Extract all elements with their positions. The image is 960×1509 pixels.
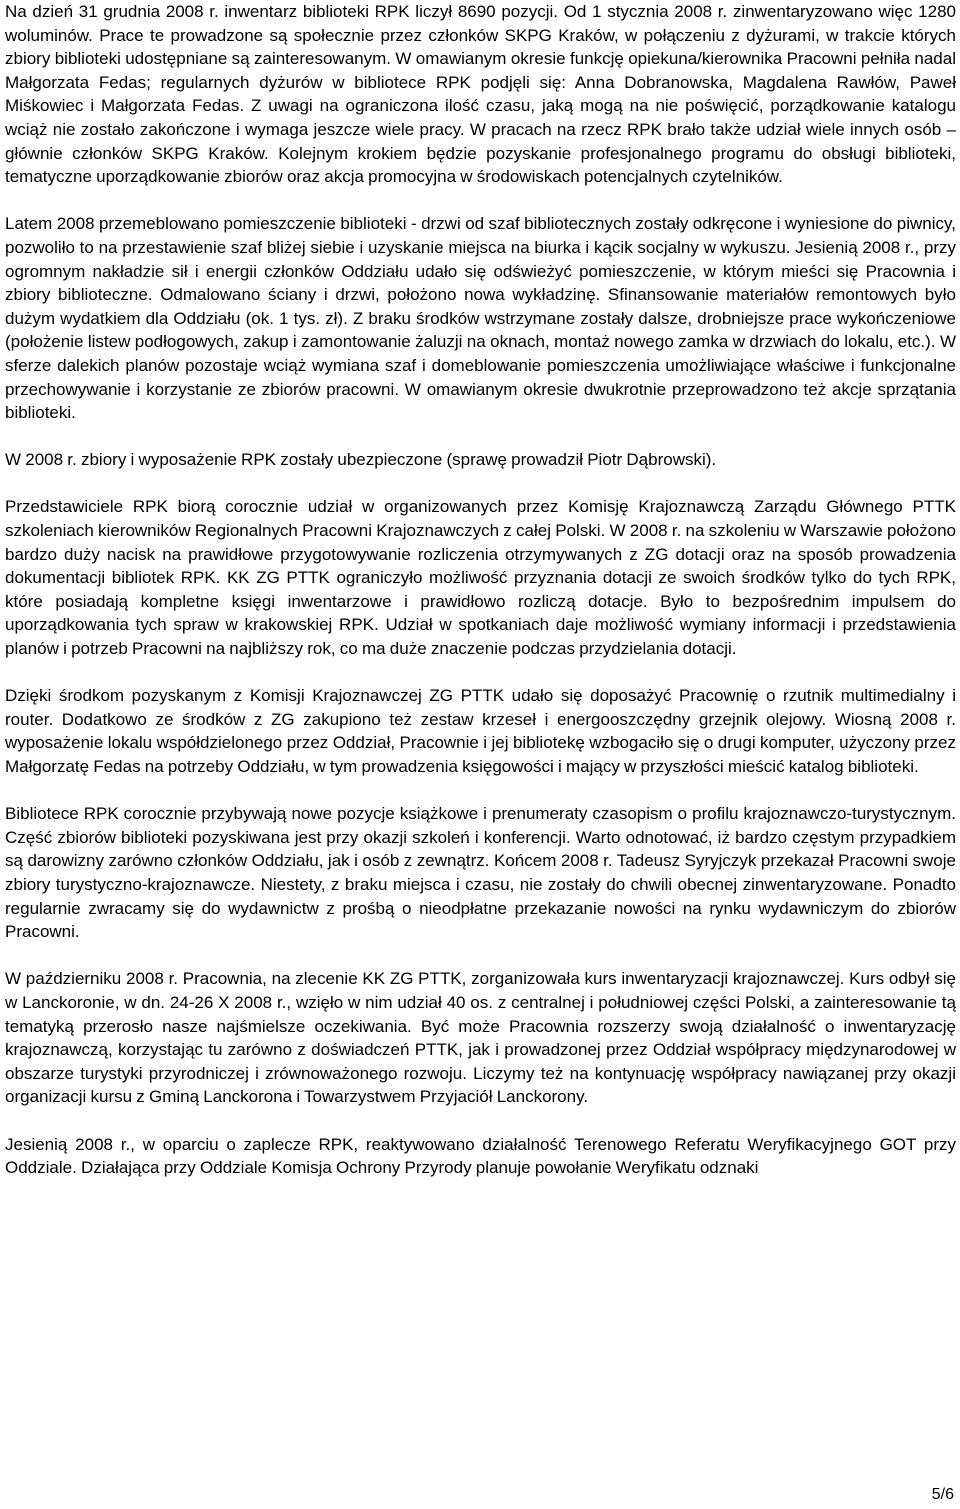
paragraph-insurance: W 2008 r. zbiory i wyposażenie RPK zostały ubezpieczone (sprawę prowadził Piotr Dąbrowski). xyxy=(5,450,717,470)
paragraph-got-verification: Jesienią 2008 r., w oparciu o zaplecze RPK, reaktywowano działalność Terenowego Referatu Weryfikacyjnego GOT przy Oddziale. Działająca przy Oddziale Komisja Ochrony Przyrody planuje powołanie Weryfikatu odznaki xyxy=(5,1134,956,1178)
page-number: 5/6 xyxy=(931,1486,954,1503)
paragraph-inventory-course: W październiku 2008 r. Pracownia, na zlecenie KK ZG PTTK, zorganizowała kurs inwentaryzacji krajoznawczej. Kurs odbył się w Lanckoronie, w dn. 24-26 X 2008 r., wzięło w nim udział 40 os. z centralnej i południowej części Polski, a zainteresowanie tą tematyką przerosło nasze najśmielsze oczekiwania. Być może Pracownia rozszerzy swoją działalność o inwentaryzację krajoznawczą, korzystając tu zarówno z doświadczeń PTTK, jak i prowadzonej przez Oddział współpracy międzynarodowej w obszarze turystyki przyrodniczej i zrównoważonego rozwoju. Liczymy też na kontynuację współpracy nawiązanej przy okazji organizacji kursu z Gminą Lanckorona i Towarzystwem Przyjaciół Lanckorony. xyxy=(5,969,956,1107)
paragraph-training: Przedstawiciele RPK biorą corocznie udział w organizowanych przez Komisję Krajoznawczą Zarządu Głównego PTTK szkoleniach kierowników Regionalnych Pracowni Krajoznawczych z całej Polski. W 2008 r. na szkoleniu w Warszawie położono bardzo duży nacisk na prawidłowe przygotowywanie rozliczenia otrzymywanych z ZG dotacji oraz na sposób prowadzenia dokumentacji bibliotek RPK. KK ZG PTTK ograniczyło możliwość przyznania dotacji ze swoich środków tylko do tych RPK, które posiadają kompletne księgi inwentarzowe i prawidłowo rozliczą dotacje. Było to bezpośrednim impulsem do uporządkowania tych spraw w krakowskiej RPK. Udział w spotkaniach daje możliwość wymiany informacji i przedstawienia planów i potrzeb Pracowni na najbliższy rok, co ma duże znaczenie podczas przydzielania dotacji. xyxy=(5,497,956,659)
paragraph-room-renovation: Latem 2008 przemeblowano pomieszczenie biblioteki - drzwi od szaf bibliotecznych zostały odkręcone i wyniesione do piwnicy, pozwoliło to na przestawienie szaf bliżej siebie i uzyskanie miejsca na biurka i kącik socjalny w wykuszu. Jesienią 2008 r., przy ogromnym nakładzie sił i energii członków Oddziału udało się odświeżyć pomieszczenie, w którym mieści się Pracownia i zbiory biblioteczne. Odmalowano ściany i drzwi, położono nowa wykładzinę. Sfinansowanie materiałów remontowych było dużym wydatkiem dla Oddziału (ok. 1 tys. zł). Z braku środków wstrzymane zostały dalsze, drobniejsze prace wykończeniowe (położenie listew podłogowych, zakup i zamontowanie żaluzji na oknach, montaż nowego zamka w drzwiach do lokalu, etc.). W sferze dalekich planów pozostaje wciąż wymiana szaf i domeblowanie pomieszczenia umożliwiające właściwe i funkcjonalne przechowywanie i korzystanie ze zbiorów pracowni. W omawianym okresie dwukrotnie przeprowadzono też akcje sprzątania biblioteki. xyxy=(5,214,956,423)
paragraph-new-acquisitions: Bibliotece RPK corocznie przybywają nowe pozycje książkowe i prenumeraty czasopism o profilu krajoznawczo-turystycznym. Część zbiorów biblioteki pozyskiwana jest przy okazji szkoleń i konferencji. Warto odnotować, iż bardzo częstym przypadkiem są darowizny zarówno członków Oddziału, jak i osób z zewnątrz. Końcem 2008 r. Tadeusz Syryjczyk przekazał Pracowni swoje zbiory turystyczno-krajoznawcze. Niestety, z braku miejsca i czasu, nie zostały do chwili obecnej zinwentaryzowane. Ponadto regularnie zwracamy się do wydawnictw z prośbą o nieodpłatne przekazanie nowości na rynku wydawniczym do zbiorów Pracowni. xyxy=(5,804,956,942)
paragraph-library-inventory: Na dzień 31 grudnia 2008 r. inwentarz biblioteki RPK liczył 8690 pozycji. Od 1 stycznia 2008 r. zinwentaryzowano więc 1280 woluminów. Prace te prowadzone są społecznie przez członków SKPG Kraków, w połączeniu z dyżurami, w trakcie których zbiory biblioteki udostępniane są zainteresowanym. W omawianym okresie funkcję opiekuna/kierownika Pracowni pełniła nadal Małgorzata Fedas; regularnych dyżurów w bibliotece RPK podjęli się: Anna Dobranowska, Magdalena Rawłów, Paweł Miśkowiec i Małgorzata Fedas. Z uwagi na ograniczona ilość czasu, jaką mogą na nie poświęcić, porządkowanie katalogu wciąż nie zostało zakończone i wymaga jeszcze wiele pracy. W pracach na rzecz RPK brało także udział wiele innych osób – głównie członków SKPG Kraków. Kolejnym krokiem będzie pozyskanie profesjonalnego programu do obsługi biblioteki, tematyczne uporządkowanie zbiorów oraz akcja promocyjna w środowiskach potencjalnych czytelników. xyxy=(5,2,956,187)
paragraph-equipment: Dzięki środkom pozyskanym z Komisji Krajoznawczej ZG PTTK udało się doposażyć Pracownię o rzutnik multimedialny i router. Dodatkowo ze środków z ZG zakupiono też zestaw krzeseł i energooszczędny grzejnik olejowy. Wiosną 2008 r. wyposażenie lokalu współdzielonego przez Oddział, Pracownie i jej bibliotekę wzbogaciło się o drugi komputer, użyczony przez Małgorzatę Fedas na potrzeby Oddziału, w tym prowadzenia księgowości i mający w przyszłości mieścić katalog biblioteki. xyxy=(5,686,956,776)
